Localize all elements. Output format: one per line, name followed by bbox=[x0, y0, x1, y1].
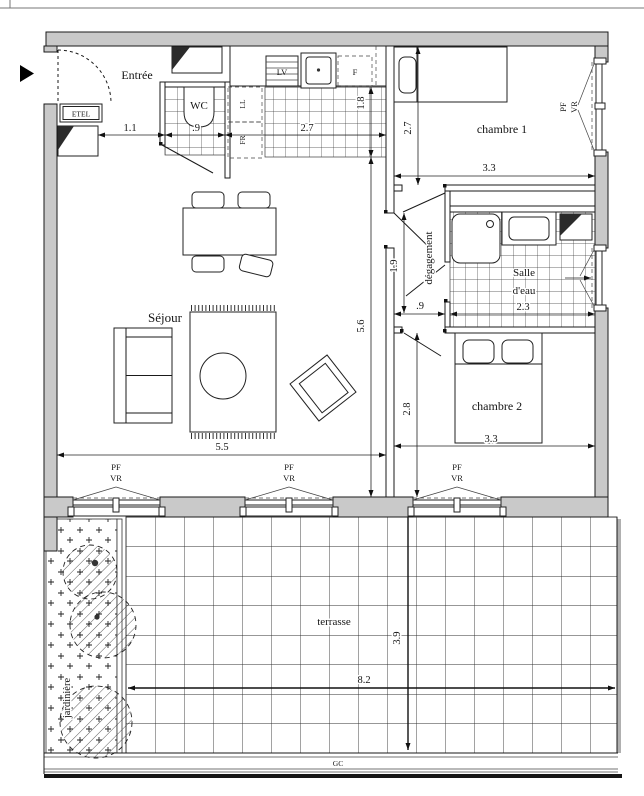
wall-left-upper bbox=[44, 46, 57, 52]
dining-set bbox=[183, 192, 276, 278]
dim-salle-eau: 2.3 bbox=[516, 302, 530, 313]
sink-icon bbox=[301, 53, 336, 88]
radiator-entry-icon bbox=[58, 126, 98, 156]
chambre2-door bbox=[404, 333, 441, 356]
label-salle-eau-2: d'eau bbox=[512, 285, 536, 297]
appliance-boxes bbox=[228, 87, 262, 158]
wall-ch1-south-a bbox=[394, 185, 402, 191]
dim-sejour-h: 5.6 bbox=[356, 319, 367, 333]
window-chambre2 bbox=[408, 487, 506, 516]
wall-right-3 bbox=[595, 308, 608, 517]
label-lv: LV bbox=[276, 67, 288, 77]
dim-terrasse-w: 8.2 bbox=[357, 675, 371, 686]
entrance-arrow-icon bbox=[20, 65, 34, 82]
label-pf-1: PF bbox=[111, 462, 121, 472]
shower-icon bbox=[452, 214, 500, 263]
label-etel: ETEL bbox=[71, 109, 91, 119]
planter bbox=[46, 519, 136, 758]
label-sejour: Séjour bbox=[148, 310, 182, 325]
wall-ch2-north-b bbox=[445, 327, 595, 333]
wall-bath-west-b bbox=[445, 302, 450, 330]
dim-entree: 1.1 bbox=[123, 123, 137, 134]
label-vr-4: VR bbox=[569, 101, 579, 113]
radiator-bathroom-icon bbox=[560, 214, 592, 240]
label-chambre1: chambre 1 bbox=[476, 122, 528, 136]
label-vr-2: VR bbox=[283, 473, 295, 483]
label-degagement: dégagement bbox=[423, 231, 435, 285]
vanity-icon bbox=[502, 212, 556, 245]
bed-chambre2 bbox=[455, 333, 542, 443]
armchair bbox=[290, 355, 356, 421]
radiator-wc-icon bbox=[172, 47, 222, 73]
wall-sejour-lower bbox=[386, 248, 394, 497]
label-wc: WC bbox=[190, 100, 208, 112]
wall-wc-west bbox=[160, 82, 165, 145]
wall-wc-north bbox=[160, 82, 230, 87]
dim-cuisine-d: 1.8 bbox=[356, 96, 367, 110]
label-pf-4: PF bbox=[558, 102, 568, 112]
label-vr-3: VR bbox=[451, 473, 463, 483]
wall-ch1-south-b bbox=[445, 185, 595, 191]
dim-chambre2-h: 2.8 bbox=[402, 402, 413, 416]
wall-bottom-4 bbox=[501, 497, 608, 517]
dim-terrasse-h: 3.9 bbox=[392, 631, 403, 645]
dim-chambre1-h: 2.7 bbox=[403, 121, 414, 135]
dim-wc: .9 bbox=[192, 123, 200, 134]
label-vr-1: VR bbox=[110, 473, 122, 483]
wall-bath-north bbox=[450, 206, 595, 212]
dim-degagement-h: 1.9 bbox=[389, 259, 400, 273]
rug bbox=[190, 308, 276, 436]
window-sejour-right bbox=[240, 487, 338, 516]
label-pf-2: PF bbox=[284, 462, 294, 472]
entrance-door bbox=[58, 50, 111, 103]
coffee-table-icon bbox=[200, 353, 246, 399]
wall-bath-west-a bbox=[445, 191, 450, 262]
label-chambre2: chambre 2 bbox=[471, 399, 523, 413]
label-gc: GC bbox=[332, 759, 344, 768]
label-ll: LL bbox=[238, 99, 247, 109]
wall-left-stub bbox=[44, 517, 57, 551]
label-fr: FR bbox=[238, 135, 247, 145]
wall-sejour-upper bbox=[386, 46, 394, 213]
page-frame bbox=[0, 0, 644, 8]
wall-wc-east bbox=[225, 82, 230, 178]
kitchen-tiles bbox=[265, 87, 386, 157]
label-entree: Entrée bbox=[121, 68, 153, 82]
wall-bottom-3 bbox=[333, 497, 413, 517]
wall-left bbox=[44, 104, 57, 517]
terrace-tiles bbox=[126, 517, 617, 753]
wall-top bbox=[46, 32, 608, 46]
label-terrasse: terrasse bbox=[317, 616, 351, 628]
kitchen-counter bbox=[230, 46, 386, 88]
bed-chambre1 bbox=[394, 47, 507, 102]
wall-right-2 bbox=[595, 152, 608, 248]
label-f: F bbox=[352, 67, 358, 77]
terrace bbox=[44, 517, 622, 778]
dim-cuisine: 2.7 bbox=[300, 123, 314, 134]
label-salle-eau-1: Salle bbox=[513, 267, 535, 279]
label-pf-3: PF bbox=[452, 462, 462, 472]
sofa bbox=[114, 328, 172, 423]
label-jardiniere: jardinière bbox=[62, 677, 73, 719]
dim-chambre1-w: 3.3 bbox=[482, 163, 496, 174]
window-sejour-left bbox=[68, 487, 165, 516]
dim-degagement-w: .9 bbox=[416, 301, 424, 312]
chambre1-door bbox=[403, 193, 445, 212]
window-chambre1 bbox=[578, 58, 606, 156]
dim-sejour-w: 5.5 bbox=[215, 442, 229, 453]
wall-bottom-2 bbox=[160, 497, 245, 517]
dim-chambre2-w: 3.3 bbox=[484, 434, 498, 445]
